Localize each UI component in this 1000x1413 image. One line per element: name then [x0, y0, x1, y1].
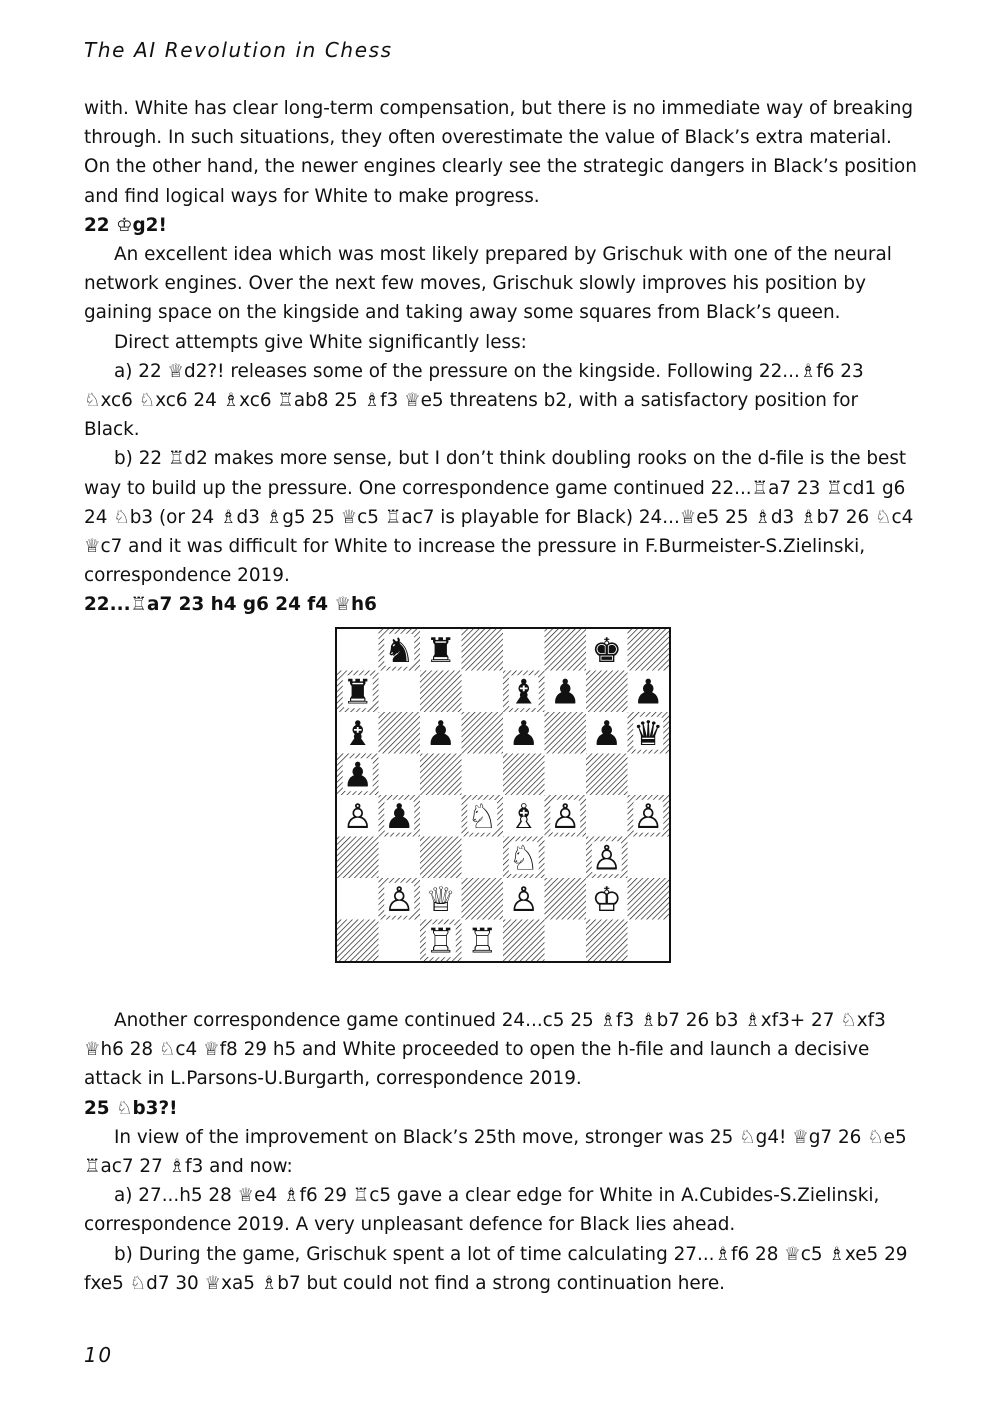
board-square-a1: [337, 920, 379, 962]
board-square-e8: [503, 629, 545, 671]
chess-diagram: [335, 627, 671, 963]
white-pawn-e2-icon: ♙: [508, 879, 539, 920]
white-pawn-f4-icon: ♙: [550, 796, 581, 837]
paragraph: Direct attempts give White significantly less:: [114, 331, 527, 353]
white-knight-e3-icon: ♘: [508, 838, 539, 879]
chess-board: [337, 629, 669, 961]
text-block-top: [84, 94, 918, 620]
board-square-h8: [628, 629, 670, 671]
white-pawn-g3-icon: ♙: [591, 838, 622, 879]
board-square-f8: [545, 629, 587, 671]
black-king-g8-icon: ♚: [591, 630, 622, 671]
board-square-a2: [337, 878, 379, 920]
move-heading: 25 ♘b3?!: [84, 1097, 178, 1119]
text-block-bottom: [84, 1006, 918, 1298]
black-rook-c8-icon: ♜: [425, 630, 456, 671]
board-square-b3: [379, 837, 421, 879]
white-pawn-a4-icon: ♙: [342, 796, 373, 837]
board-square-d3: [462, 837, 504, 879]
running-title: The AI Revolution in Chess: [84, 38, 393, 62]
board-square-d6: [462, 712, 504, 754]
paragraph: Another correspondence game continued 24...c5 25 ♗f3 ♗b7 26 b3 ♗xf3+ 27 ♘xf3 ♕h6 28 ♘c4 ♕f8 29 h5 and White proceeded to open the h-file and launch a decisive attack in L.Parsons-U.Burgarth, correspondence 2019.: [84, 1010, 886, 1090]
black-bishop-a6-icon: ♝: [342, 713, 373, 754]
variation-paragraph: a) 27...h5 28 ♕e4 ♗f6 29 ♖c5 gave a clear edge for White in A.Cubides-S.Zielinski, correspondence 2019. A very unpleasant defence for Black lies ahead.: [84, 1185, 880, 1236]
board-square-c5: [420, 754, 462, 796]
black-pawn-h7-icon: ♟: [633, 672, 664, 713]
white-knight-d4-icon: ♘: [467, 796, 498, 837]
board-square-f3: [545, 837, 587, 879]
board-square-c7: [420, 671, 462, 713]
white-pawn-h4-icon: ♙: [633, 796, 664, 837]
white-rook-c1-icon: ♖: [425, 921, 456, 961]
board-square-c4: [420, 795, 462, 837]
variation-paragraph: b) 22 ♖d2 makes more sense, but I don’t think doubling rooks on the d-file is the best way to build up the pressure. One correspondence game continued 22...♖a7 23 ♖cd1 g6 24 ♘b3 (or 24 ♗d3 ♗g5 25 ♕c5 ♖ac7 is playable for Black) 24...♕e5 25 ♗d3 ♗b7 26 ♘c4 ♕c7 and it was difficult for White to increase the pressure in F.Burmeister-S.Zielinski, correspondence 2019.: [84, 448, 914, 587]
board-square-f2: [545, 878, 587, 920]
board-square-h5: [628, 754, 670, 796]
board-square-c3: [420, 837, 462, 879]
black-pawn-a5-icon: ♟: [342, 755, 373, 796]
board-square-g5: [586, 754, 628, 796]
move-heading: 22...♖a7 23 h4 g6 24 f4 ♕h6: [84, 594, 377, 616]
white-bishop-e4-icon: ♗: [508, 796, 539, 837]
paragraph: In view of the improvement on Black’s 25th move, stronger was 25 ♘g4! ♕g7 26 ♘e5 ♖ac7 27 ♗f3 and now:: [84, 1126, 907, 1178]
move-heading: 22 ♔g2!: [84, 214, 167, 236]
black-pawn-f7-icon: ♟: [550, 672, 581, 713]
paragraph: with. White has clear long-term compensation, but there is no immediate way of breaking through. In such situations, they often overestimate the value of Black’s extra material. On the other hand, the newer engines clearly see the strategic dangers in Black’s position and find logical ways for White to make progress.: [84, 98, 917, 207]
white-king-g2-icon: ♔: [591, 879, 622, 920]
paragraph: An excellent idea which was most likely prepared by Grischuk with one of the neural network engines. Over the next few moves, Grischuk slowly improves his position by gaining space on the kingside and taking away some squares from Black’s queen.: [84, 244, 892, 324]
black-pawn-c6-icon: ♟: [425, 713, 456, 754]
board-square-g7: [586, 671, 628, 713]
black-pawn-g6-icon: ♟: [591, 713, 622, 754]
black-rook-a7-icon: ♜: [342, 672, 373, 713]
board-square-b6: [379, 712, 421, 754]
board-square-d7: [462, 671, 504, 713]
white-queen-c2-icon: ♕: [425, 879, 456, 920]
black-knight-b8-icon: ♞: [384, 630, 415, 671]
board-square-a3: [337, 837, 379, 879]
board-square-f6: [545, 712, 587, 754]
board-square-f5: [545, 754, 587, 796]
board-square-b5: [379, 754, 421, 796]
board-square-b1: [379, 920, 421, 962]
variation-paragraph: a) 22 ♕d2?! releases some of the pressure on the kingside. Following 22...♗f6 23 ♘xc6 ♘xc6 24 ♗xc6 ♖ab8 25 ♗f3 ♕e5 threatens b2, with a satisfactory position for Black.: [84, 360, 864, 441]
board-square-d2: [462, 878, 504, 920]
variation-paragraph: b) During the game, Grischuk spent a lot of time calculating 27...♗f6 28 ♕c5 ♗xe5 29 fxe5 ♘d7 30 ♕xa5 ♗b7 but could not find a strong continuation here.: [84, 1243, 908, 1294]
board-square-h2: [628, 878, 670, 920]
page-number: 10: [84, 1343, 113, 1367]
board-square-d8: [462, 629, 504, 671]
black-pawn-e6-icon: ♟: [508, 713, 539, 754]
white-pawn-b2-icon: ♙: [384, 879, 415, 920]
board-square-h1: [628, 920, 670, 962]
board-square-h3: [628, 837, 670, 879]
board-square-e5: [503, 754, 545, 796]
board-square-a8: [337, 629, 379, 671]
board-square-g1: [586, 920, 628, 962]
board-square-f1: [545, 920, 587, 962]
black-pawn-b4-icon: ♟: [384, 796, 415, 837]
board-square-b7: [379, 671, 421, 713]
black-queen-h6-icon: ♛: [633, 713, 664, 754]
board-square-d5: [462, 754, 504, 796]
black-bishop-e7-icon: ♝: [508, 672, 539, 713]
board-square-g4: [586, 795, 628, 837]
white-rook-d1-icon: ♖: [467, 921, 498, 961]
board-square-e1: [503, 920, 545, 962]
